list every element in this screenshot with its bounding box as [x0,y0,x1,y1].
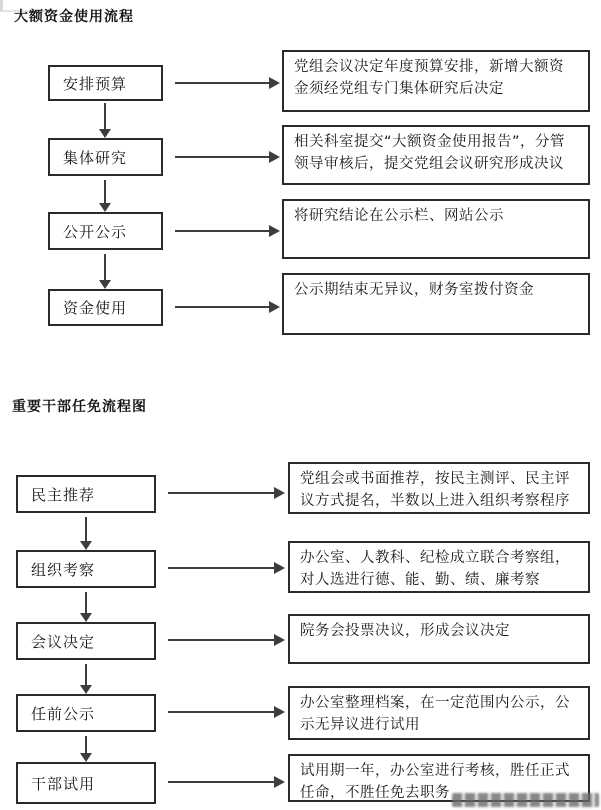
detail-text: 党组会议决定年度预算安排，新增大额资金须经党组专门集体研究后决定 [294,59,564,97]
step-label: 会议决定 [31,632,96,651]
chart1-down-arrow-1 [104,103,106,130]
step-label: 任前公示 [31,704,96,723]
chart2-right-arrow-1 [168,492,274,494]
chart1-down-arrow-3 [104,254,106,281]
detail-text: 试用期一年，办公室进行考核，胜任正式任命，不胜任免去职务 [300,763,570,801]
chart2-detail-box-2 [288,541,590,593]
chart2-title: 重要干部任免流程图 [12,399,147,415]
chart2-detail-box-1 [288,462,590,514]
chart1-detail-box-2 [282,125,590,185]
chart1-step-box-4 [48,289,163,326]
chart2-detail-box-4 [288,686,590,740]
step-label: 集体研究 [63,148,128,167]
chart1-step-box-2 [48,138,163,176]
chart2-right-arrow-2 [168,567,274,569]
chart2-detail-box-3 [288,614,590,664]
chart2-down-arrow-1 [85,517,87,542]
chart2-down-arrow-2 [85,592,87,614]
step-label: 公开公示 [63,222,128,241]
chart1-step-box-1 [48,65,163,101]
detail-text: 党组会或书面推荐，按民主测评、民主评议方式提名，半数以上进入组织考察程序 [300,471,570,509]
chart1-step-box-3 [48,212,163,250]
step-label: 干部试用 [31,774,96,793]
detail-text: 将研究结论在公示栏、网站公示 [294,208,504,224]
chart2-down-arrow-4 [85,736,87,754]
chart1-right-arrow-3 [175,230,269,232]
chart2-step-box-4 [16,694,156,732]
chart1-right-arrow-4 [175,306,269,308]
step-label: 资金使用 [63,299,128,317]
chart2-step-box-1 [16,475,156,513]
step-label: 安排预算 [63,74,128,93]
chart1-detail-box-3 [282,199,590,259]
chart2-step-box-3 [16,622,156,660]
chart1-title: 大额资金使用流程 [14,9,134,25]
chart1-detail-box-1 [282,50,590,112]
step-label: 组织考察 [31,560,96,579]
chart1-detail-box-4 [282,273,590,335]
watermark [452,793,599,807]
step-label: 民主推荐 [31,485,96,504]
detail-text: 办公室整理档案，在一定范围内公示，公示无异议进行试用 [300,695,570,733]
chart1-right-arrow-1 [175,82,269,84]
chart2-step-box-5 [16,762,156,804]
chart2-step-box-2 [16,550,156,588]
chart1-down-arrow-2 [104,180,106,204]
chart2-right-arrow-4 [168,711,274,713]
chart2-right-arrow-3 [168,639,274,641]
detail-text: 相关科室提交“大额资金使用报告”，分管领导审核后，提交党组会议研究形成决议 [294,134,566,172]
chart1-right-arrow-2 [175,156,269,158]
detail-text: 办公室、人教科、纪检成立联合考察组，对人选进行德、能、勤、绩、廉考察 [300,550,570,588]
detail-text: 院务会投票决议，形成会议决定 [300,623,510,639]
chart2-down-arrow-3 [85,664,87,686]
chart2-right-arrow-5 [168,781,274,783]
detail-text: 公示期结束无异议，财务室拨付资金 [294,282,534,298]
